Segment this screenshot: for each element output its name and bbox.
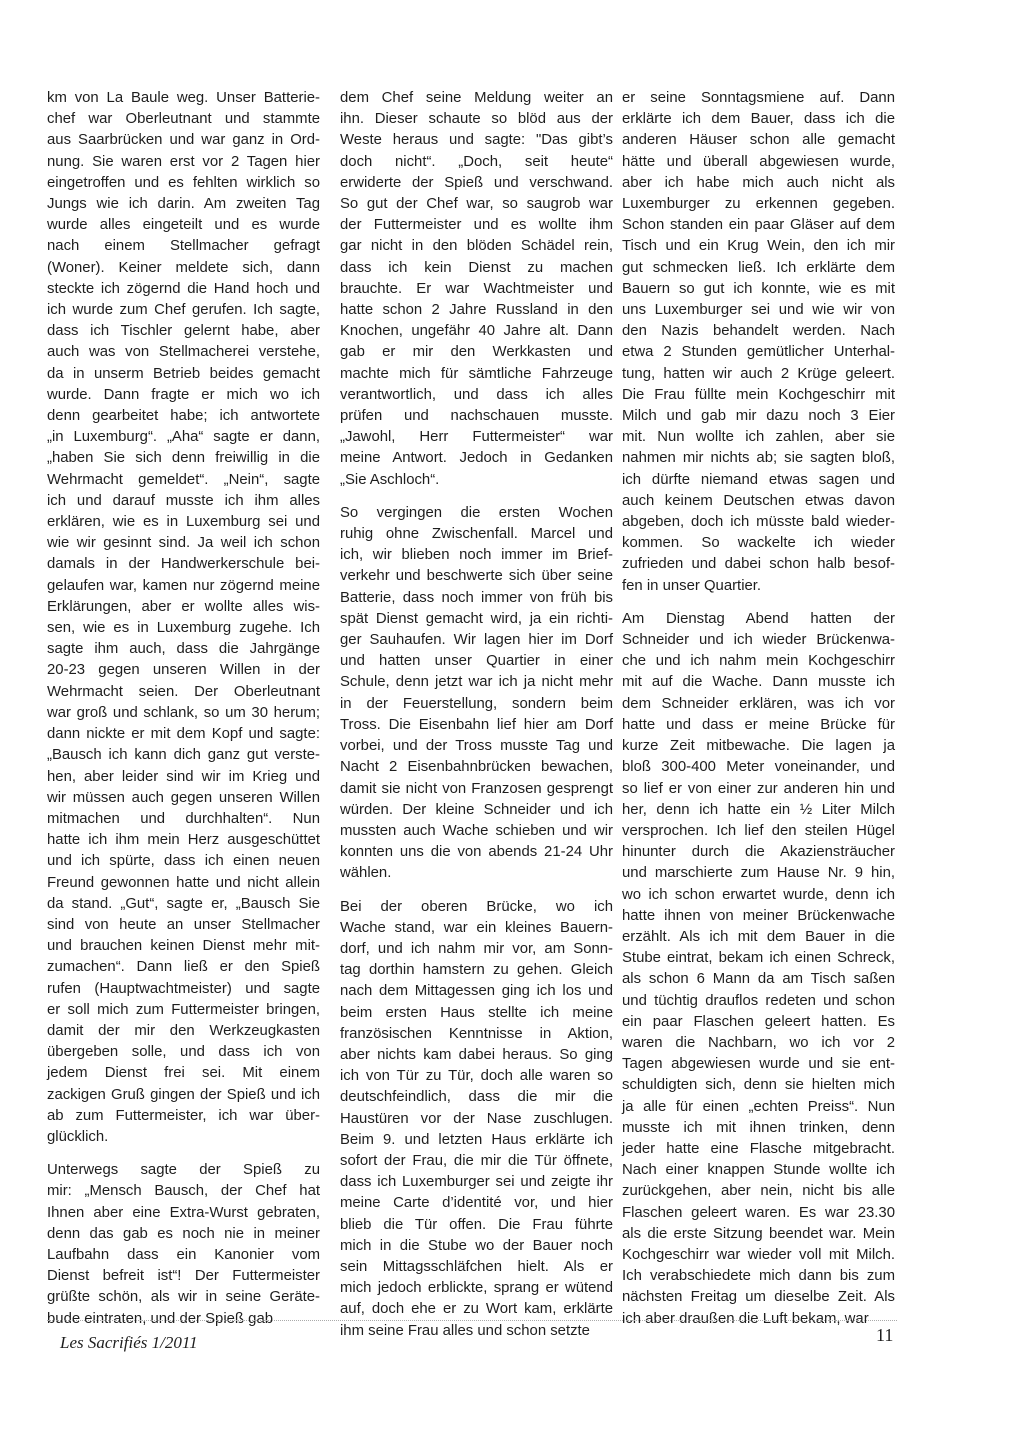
text-line: Nach einer knappen Stunde wollte ich bbox=[622, 1162, 895, 1179]
text-line: sind von heute an unser Stellmacher bbox=[47, 916, 320, 933]
text-line: rufen (Hauptwachtmeister) und sagte bbox=[47, 980, 320, 997]
text-line: aber ich habe mich auch nicht als bbox=[622, 174, 895, 191]
text-line: meine Antwort. Jedoch in Gedanken bbox=[340, 450, 613, 467]
text-line: mit auf die Wache. Dann musste ich bbox=[622, 674, 895, 691]
text-line: vorbei, und der Tross musste Tag und bbox=[340, 738, 613, 755]
text-line: mich jedoch erblickte, sprang er wütend bbox=[340, 1280, 613, 1297]
text-line: in der Feuerstellung, sondern beim bbox=[340, 695, 613, 712]
text-line: bude eintraten, und der Spieß gab bbox=[47, 1310, 274, 1327]
text-line: glücklich. bbox=[47, 1128, 109, 1145]
text-line: war groß und schlank, so um 30 herum; bbox=[47, 704, 320, 721]
text-line: 20-23 gegen unseren Willen in der bbox=[47, 662, 320, 679]
text-line: her, denn ich hatte ein ½ Liter Milch bbox=[622, 801, 895, 818]
text-line: sofort der Frau, die mir die Tür öffnete, bbox=[340, 1152, 613, 1169]
text-line: hatte ich ihm mein Herz ausgeschüttet bbox=[47, 832, 320, 849]
text-line: erwiderte der Spieß und verschwand. bbox=[340, 174, 613, 191]
text-line: Die Frau füllte mein Kochgeschirr mit bbox=[622, 386, 895, 403]
text-line: ich aber draußen die Luft bekam, war bbox=[622, 1310, 869, 1327]
text-line: Wehrmacht gemeldet“. „Nein“, sagte bbox=[47, 471, 320, 488]
text-line: wurde alles eingeteilt und es wurde bbox=[47, 217, 320, 234]
text-line: als schon 6 Mann da am Tisch saßen bbox=[622, 971, 895, 988]
text-line: waren die Nachbarn, wo ich vor 2 bbox=[622, 1034, 895, 1051]
text-line: „in Luxemburg“. „Aha“ sagte er dann, bbox=[47, 429, 320, 446]
text-line: Haustüren vor der Nase zuschlugen. bbox=[340, 1110, 613, 1127]
text-line: und marschierte zum Hause Nr. 9 hin, bbox=[622, 865, 895, 882]
text-line: dann nickte er mit dem Kopf und sagte: bbox=[47, 726, 320, 743]
text-line: che und ich nahm mein Kochgeschirr bbox=[622, 653, 895, 670]
text-line: Flaschen geleert waren. Es war 23.30 bbox=[622, 1204, 895, 1221]
text-line: nach einem Stellmacher gefragt bbox=[47, 238, 320, 255]
paragraph-gap bbox=[47, 1148, 320, 1160]
text-line: So vergingen die ersten Wochen bbox=[340, 504, 613, 521]
text-line: wo ich schon erwartet wurde, denn ich bbox=[622, 886, 895, 903]
text-line: ihm seine Frau alles und schon setzte bbox=[340, 1322, 590, 1339]
text-line: Ich verabschiedete mich dann bis zum bbox=[622, 1268, 895, 1285]
text-line: Beim 9. und letzten Haus erklärte ich bbox=[340, 1131, 613, 1148]
text-line: fen in unser Quartier. bbox=[622, 577, 762, 594]
text-line: erklären, wie es in Luxemburg sei und bbox=[47, 514, 320, 531]
text-line: aus Saarbrücken und war ganz in Ord- bbox=[47, 132, 320, 149]
text-line: etwa 2 Stunden gemütlicher Unterhal- bbox=[622, 344, 895, 361]
text-line: Wehrmacht seien. Der Oberleutnant bbox=[47, 683, 320, 700]
text-line: da in unserm Betrieb beides gemacht bbox=[47, 365, 320, 382]
text-line: nach dem Mittagessen ging ich los und bbox=[340, 983, 613, 1000]
text-line: meine Carte d’identité vor, und hier bbox=[340, 1195, 613, 1212]
text-line: übergeben solle, und dass ich von bbox=[47, 1044, 320, 1061]
text-line: anderen Häuser schon alle gemacht bbox=[622, 132, 895, 149]
text-line: hätte und überall abgewiesen wurde, bbox=[622, 153, 895, 170]
text-line: wir müssen auch gegen unseren Willen bbox=[47, 789, 320, 806]
text-line: schuldigten sich, denn sie hielten mich bbox=[622, 1077, 895, 1094]
text-line: chef war Oberleutnant und stammte bbox=[47, 111, 320, 128]
text-line: beim ersten Haus stellte ich meine bbox=[340, 1004, 613, 1021]
text-line: mitmachen und durchhalten“. Nun bbox=[47, 810, 320, 827]
text-line: bloß 300-400 Meter voneinander, und bbox=[622, 759, 895, 776]
page-number: 11 bbox=[876, 1325, 894, 1345]
text-line: hatte schon 2 Jahre Russland in den bbox=[340, 302, 613, 319]
text-line: „Sie Aschloch“. bbox=[340, 471, 440, 488]
text-line: sagte ihm auch, dass die Jahrgänge bbox=[47, 641, 320, 658]
text-line: damit der mir den Werkzeugkasten bbox=[47, 1022, 320, 1039]
text-line: erzählt. Als ich mit dem Bauer in die bbox=[622, 928, 895, 945]
text-line: gut schmecken ließ. Ich erklärte dem bbox=[622, 259, 895, 276]
text-line: Jungs wie ich darin. Am zweiten Tag bbox=[47, 196, 320, 213]
text-line: Luxemburger zu erkennen gegeben. bbox=[622, 196, 895, 213]
text-column-1 bbox=[47, 88, 320, 1330]
text-line: Ihnen aber eine Extra-Wurst gebraten, bbox=[47, 1204, 320, 1221]
text-line: Freund gewonnen hatte und nicht allein bbox=[47, 874, 320, 891]
text-line: hen, aber leider sind wir im Krieg und bbox=[47, 768, 320, 785]
text-line: Unterwegs sagte der Spieß zu bbox=[47, 1162, 320, 1179]
text-line: mussten auch Wache schieben und wir bbox=[340, 822, 613, 839]
text-line: machte mich für sämtliche Fahrzeuge bbox=[340, 365, 613, 382]
text-line: zumachen“. Dann ließ er den Spieß bbox=[47, 959, 320, 976]
text-line: französischen Kenntnisse in Aktion, bbox=[340, 1025, 613, 1042]
text-line: und brauchen keinen Dienst mehr mit- bbox=[47, 938, 320, 955]
text-column-3 bbox=[622, 88, 895, 1330]
text-line: wurde. Dann fragte er mich wo ich bbox=[47, 386, 320, 403]
text-line: jedem Dienst frei sei. Mit einem bbox=[47, 1065, 320, 1082]
text-line: tung, hatten wir auch 2 Krüge geleert. bbox=[622, 365, 895, 382]
text-line: nahmen mir nichts ab; sie sagten bloß, bbox=[622, 450, 895, 467]
text-line: konnten uns die von abends 21-24 Uhr bbox=[340, 844, 613, 861]
text-line: wählen. bbox=[340, 865, 392, 882]
text-line: Nacht 2 Eisenbahnbrücken bewachen, bbox=[340, 759, 613, 776]
paragraph-gap bbox=[340, 885, 613, 897]
text-line: mich in die Stube wo der Bauer noch bbox=[340, 1237, 613, 1254]
text-line: Kochgeschirr war wieder voll mit Milch. bbox=[622, 1246, 895, 1263]
text-line: sen, wie es in Luxemburg zugehe. Ich bbox=[47, 620, 320, 637]
text-line: ihn. Dieser schaute so blöd aus der bbox=[340, 111, 613, 128]
text-line: und tüchtig drauflos redeten und schon bbox=[622, 992, 895, 1009]
text-line: Schule, denn jetzt war ich ja nicht mehr bbox=[340, 674, 613, 691]
text-line: Weste heraus und sagte: "Das gibt’s bbox=[340, 132, 613, 149]
text-line: jeder hatte eine Flasche mitgebracht. bbox=[622, 1140, 895, 1157]
text-line: zufrieden und dabei schon halb besof- bbox=[622, 556, 895, 573]
text-line: prüfen und nachschauen musste. bbox=[340, 408, 613, 425]
text-line: Batterie, dass noch immer von früh bis bbox=[340, 589, 613, 606]
text-line: „Bausch ich kann dich ganz gut verste- bbox=[47, 747, 320, 764]
text-line: dem Chef seine Meldung weiter an bbox=[340, 90, 613, 106]
text-line: denn gearbeitet habe; ich antwortete bbox=[47, 408, 320, 425]
text-line: spät Dienst gemacht wird, ja ein richti- bbox=[340, 610, 613, 627]
text-line: ja alle für einen „echten Preiss“. Nun bbox=[622, 1098, 895, 1115]
text-line: dass ich kein Dienst zu machen bbox=[340, 259, 613, 276]
text-line: aber nichts kam dabei heraus. So ging bbox=[340, 1046, 613, 1063]
text-line: er seine Sonntagsmiene auf. Dann bbox=[622, 90, 895, 106]
text-line: ein paar Flaschen geleert hatten. Es bbox=[622, 1013, 895, 1030]
text-line: dem Schneider erklären, was ich vor bbox=[622, 695, 895, 712]
text-line: abgeben, doch ich müsste bald wieder- bbox=[622, 514, 895, 531]
paragraph-gap bbox=[340, 491, 613, 503]
text-line: Erklärungen, aber er wollte alles wis- bbox=[47, 598, 320, 615]
text-line: ich, wir blieben noch immer im Brief- bbox=[340, 547, 613, 564]
text-line: dorf, und ich nahm mir vor, am Sonn- bbox=[340, 940, 613, 957]
text-line: So gut der Chef war, so saugrob war bbox=[340, 196, 613, 213]
publication-title: Les Sacrifiés 1/2011 bbox=[60, 1333, 198, 1352]
text-line: (Woner). Keiner meldete sich, dann bbox=[47, 259, 320, 276]
text-line: grüßte schön, als wir in seine Geräte- bbox=[47, 1289, 320, 1306]
text-line: damit sie nicht von Franzosen gesprengt bbox=[340, 780, 613, 797]
text-line: Stube eintrat, bekam ich einen Schreck, bbox=[622, 950, 895, 967]
text-line: Knochen, ungefähr 40 Jahre alt. Dann bbox=[340, 323, 613, 340]
text-line: ruhig ohne Zwischenfall. Marcel und bbox=[340, 526, 613, 543]
text-line: den Nazis behandelt werden. Nach bbox=[622, 323, 895, 340]
text-line: ich und darauf musste ich ihm alles bbox=[47, 492, 320, 509]
text-line: Bauern so gut ich konnte, wie es mit bbox=[622, 280, 895, 297]
text-line: „haben Sie sich denn freiwillig in die bbox=[47, 450, 320, 467]
text-line: hatte ihnen von meiner Brückenwache bbox=[622, 907, 895, 924]
text-line: versprochen. Ich lief den steilen Hügel bbox=[622, 822, 895, 839]
text-line: verkehr und beschwerte sich über seine bbox=[340, 568, 613, 585]
text-column-2 bbox=[340, 88, 613, 1342]
text-line: damals in der Handwerkerschule bei- bbox=[47, 556, 320, 573]
text-line: wie wir gesinnt sind. Ja weil ich schon bbox=[47, 535, 320, 552]
text-line: auch was von Stellmacherei verstehe, bbox=[47, 344, 320, 361]
text-line: ich wurde zum Chef gerufen. Ich sagte, bbox=[47, 302, 320, 319]
text-line: Dienst befreit ist“! Der Futtermeister bbox=[47, 1268, 320, 1285]
text-line: auf, doch ehe er zu Wort kam, erklärte bbox=[340, 1301, 613, 1318]
footer-divider bbox=[47, 1320, 897, 1321]
text-line: Tagen abgewiesen wurde und sie ent- bbox=[622, 1056, 895, 1073]
text-line: gelaufen war, kamen nur zögernd meine bbox=[47, 577, 320, 594]
text-line: hinunter durch die Akaziensträucher bbox=[622, 844, 895, 861]
text-line: Laufbahn dass ein Kanonier vom bbox=[47, 1246, 320, 1263]
text-line: „Jawohl, Herr Futtermeister“ war bbox=[340, 429, 613, 446]
text-line: Tisch und ein Krug Wein, den ich mir bbox=[622, 238, 895, 255]
text-line: blieb die Tür offen. Die Frau führte bbox=[340, 1216, 613, 1233]
text-line: als die erste Sitzung beendet war. Mein bbox=[622, 1225, 895, 1242]
text-line: auch keinem Deutschen etwas davon bbox=[622, 492, 895, 509]
text-line: ich dürfte niemand etwas sagen und bbox=[622, 471, 895, 488]
text-line: dass ich Luxemburger sei und zeigte ihr bbox=[340, 1174, 613, 1191]
text-line: sein Mittagsschläfchen hielt. Als er bbox=[340, 1258, 613, 1275]
text-line: mit. Nun wollte ich zahlen, aber sie bbox=[622, 429, 895, 446]
text-line: er soll mich zum Futtermeister bringen, bbox=[47, 1001, 320, 1018]
text-line: musste ich mit ihnen trinken, denn bbox=[622, 1119, 895, 1136]
text-line: gar nicht in den blöden Schädel rein, bbox=[340, 238, 613, 255]
text-line: steckte ich zögernd die Hand hoch und bbox=[47, 280, 320, 297]
text-line: km von La Baule weg. Unser Batterie- bbox=[47, 90, 320, 106]
text-line: und hatten unser Quartier in einer bbox=[340, 653, 613, 670]
text-line: Am Dienstag Abend hatten der bbox=[622, 610, 895, 627]
text-line: Bei der oberen Brücke, wo ich bbox=[340, 898, 613, 915]
text-line: da stand. „Gut“, sagte er, „Bausch Sie bbox=[47, 895, 320, 912]
text-line: Schneider und ich wieder Brückenwa- bbox=[622, 632, 895, 649]
text-line: deutschfeindlich, dass die mir die bbox=[340, 1089, 613, 1106]
text-line: nung. Sie waren erst vor 2 Tagen hier bbox=[47, 153, 320, 170]
text-line: zackigen Gruß gingen der Spieß und ich bbox=[47, 1086, 320, 1103]
text-line: nächsten Freitag um dieselbe Zeit. Als bbox=[622, 1289, 895, 1306]
text-line: ger Sauhaufen. Wir lagen hier im Dorf bbox=[340, 632, 613, 649]
text-line: tag dorthin hamstern zu gehen. Gleich bbox=[340, 962, 613, 979]
text-line: Wache stand, war ein kleines Bauern- bbox=[340, 919, 613, 936]
text-line: erklärte ich dem Bauer, dass ich die bbox=[622, 111, 895, 128]
text-line: gab er mir den Werkkasten und bbox=[340, 344, 613, 361]
text-line: Schon standen ein paar Gläser auf dem bbox=[622, 217, 895, 234]
text-line: brauchte. Er war Wachtmeister und bbox=[340, 280, 613, 297]
paragraph-gap bbox=[622, 597, 895, 609]
text-line: mir: „Mensch Bausch, der Chef hat bbox=[47, 1183, 320, 1200]
text-line: kurze Zeit mitbewache. Die lagen ja bbox=[622, 738, 895, 755]
text-line: Tross. Die Eisenbahn lief hier am Dorf bbox=[340, 716, 613, 733]
text-line: und ich spürte, dass ich einen neuen bbox=[47, 853, 320, 870]
text-line: der Futtermeister und es wollte ihm bbox=[340, 217, 613, 234]
text-line: denn das gab es noch nie in meiner bbox=[47, 1225, 320, 1242]
text-line: zurückgehen, aber nein, nicht bis alle bbox=[622, 1183, 895, 1200]
text-line: kommen. So wackelte ich wieder bbox=[622, 535, 895, 552]
text-line: ich von Tür zu Tür, doch alle waren so bbox=[340, 1068, 613, 1085]
text-line: dass ich Tischler gelernt habe, aber bbox=[47, 323, 320, 340]
text-line: doch nicht“. „Doch, seit heute“ bbox=[340, 153, 613, 170]
text-line: so lief er von einer zur anderen hin und bbox=[622, 780, 895, 797]
text-line: Milch und gab mir dazu noch 3 Eier bbox=[622, 408, 895, 425]
text-line: uns Luxemburger sei und wie wir von bbox=[622, 302, 895, 319]
text-line: verantwortlich, und dass ich alles bbox=[340, 386, 613, 403]
text-line: eingetroffen und es fehlten wirklich so bbox=[47, 174, 320, 191]
text-line: würden. Der kleine Schneider und ich bbox=[340, 801, 613, 818]
text-line: ab zum Futtermeister, ich war über- bbox=[47, 1107, 320, 1124]
text-line: hatte und dass er meine Brücke für bbox=[622, 716, 895, 733]
